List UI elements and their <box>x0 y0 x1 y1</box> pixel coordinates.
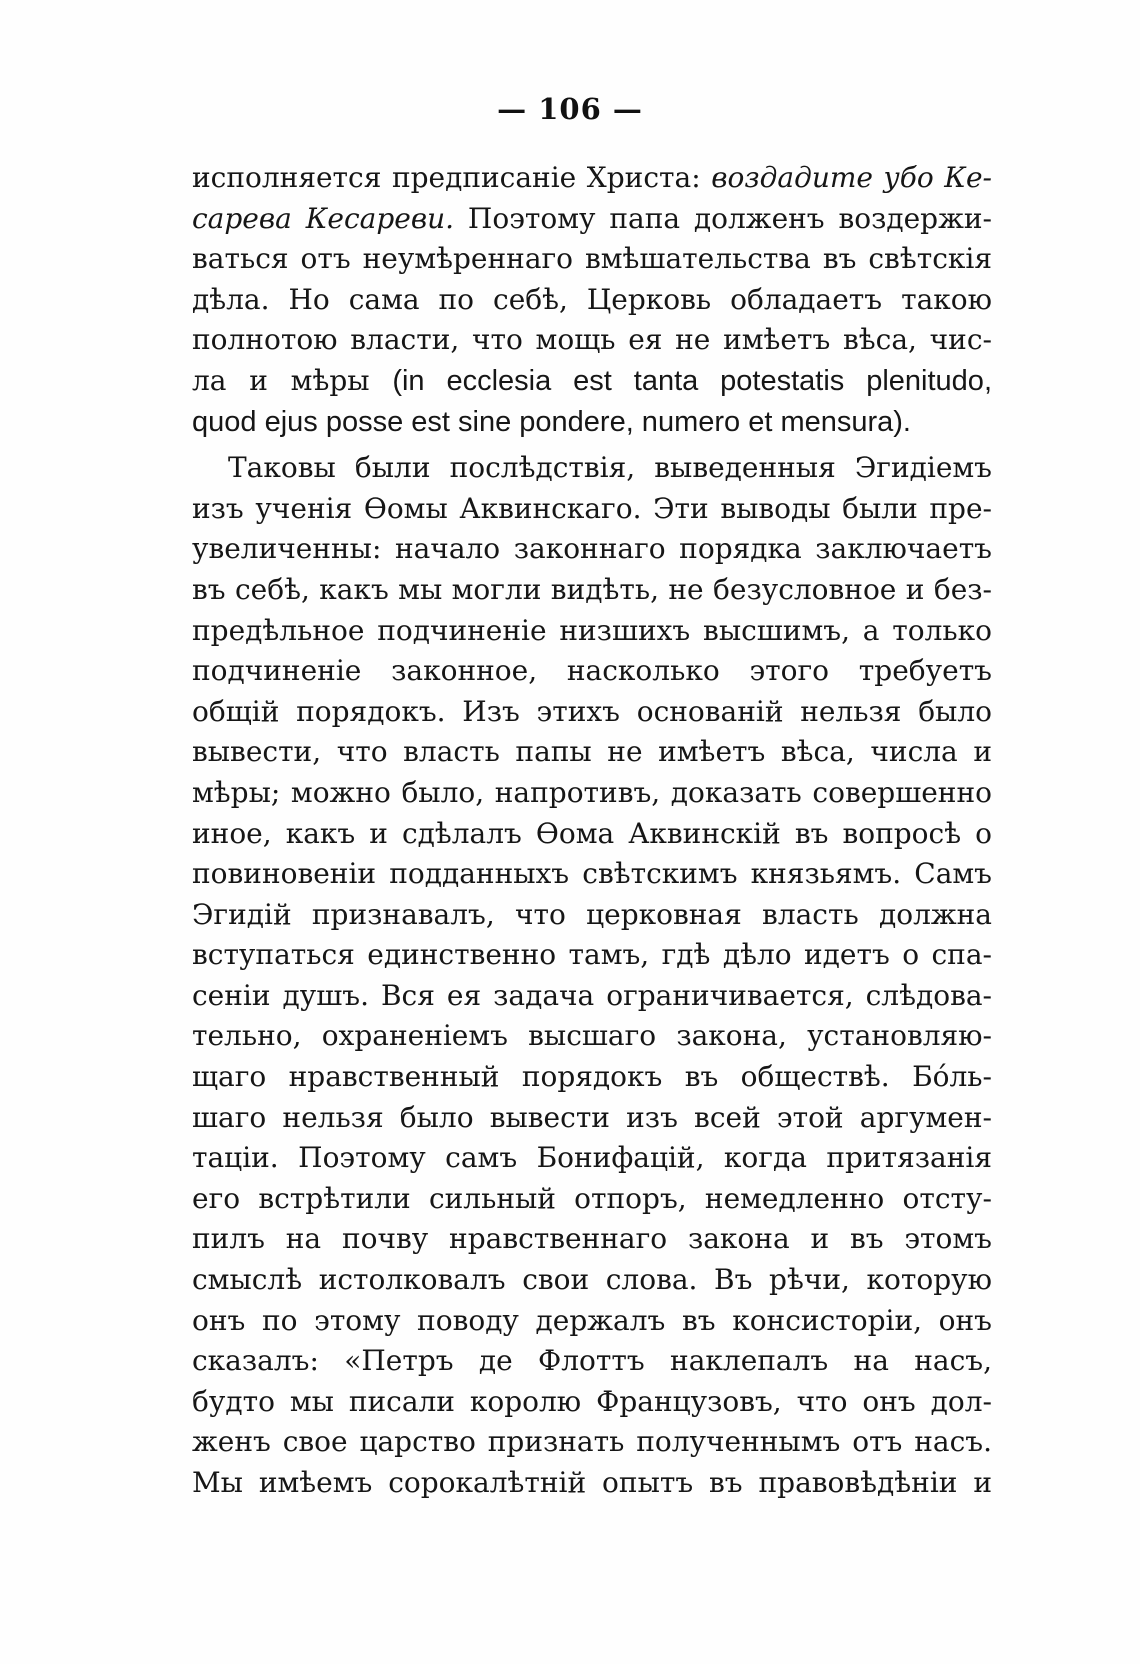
text-run: тацiи. Поэтому самъ Бонифацiй, когда притязанiя <box>192 1141 992 1175</box>
text-line <box>192 280 992 321</box>
text-line <box>192 402 992 443</box>
text-run: увеличенны: начало законнаго порядка заключаетъ <box>192 532 992 566</box>
text-run: предѣльное подчиненiе низшихъ высшимъ, а только <box>192 613 992 647</box>
text-line <box>192 158 992 199</box>
italic-text: воздадите убо Ке- <box>711 161 992 194</box>
text-run: шаго нельзя было вывести изъ всей этой аргумен- <box>192 1100 992 1134</box>
text-line <box>192 611 992 652</box>
text-run: онъ по этому поводу держалъ въ консисторiи, онъ <box>192 1303 992 1337</box>
text-run: будто мы писали королю Французовъ, что онъ дол- <box>192 1384 992 1418</box>
text-line <box>192 570 992 611</box>
text-line <box>192 448 992 489</box>
text-line <box>192 1138 992 1179</box>
text-run: повиновенiи подданныхъ свѣтскимъ князьямъ. Самъ <box>192 857 992 891</box>
text-line <box>192 1179 992 1220</box>
text-line <box>192 199 992 240</box>
text-line <box>192 1260 992 1301</box>
text-run: Поэтому папа долженъ воздержи- <box>454 201 992 235</box>
text-run: женъ свое царство признать полученнымъ отъ насъ. <box>192 1425 992 1459</box>
text-run: щаго нравственный порядокъ въ обществѣ. Бóль- <box>192 1060 992 1094</box>
text-line <box>192 320 992 361</box>
text-line <box>192 239 992 280</box>
text-line <box>192 1057 992 1098</box>
text-run: (in ecclesia est tanta potestatis plenitudo, <box>392 364 992 397</box>
text-line <box>192 854 992 895</box>
text-line <box>192 1016 992 1057</box>
text-run: вывести, что власть папы не имѣетъ вѣса, числа и <box>192 735 992 769</box>
text-line <box>192 1463 992 1504</box>
text-line <box>192 976 992 1017</box>
page-number: — 106 — <box>497 92 643 126</box>
text-line <box>192 1382 992 1423</box>
text-run: quod ejus posse est sine pondere, numero et mensura). <box>192 405 911 438</box>
text-line <box>192 489 992 530</box>
paragraph <box>192 158 992 442</box>
text-run: ла и мѣры <box>192 363 393 397</box>
text-line <box>192 732 992 773</box>
text-run: сенiи душъ. Вся ея задача ограничивается, слѣдова- <box>192 978 992 1012</box>
text-run: полнотою власти, что мощь ея не имѣетъ вѣса, чис- <box>192 323 992 357</box>
text-line <box>192 361 992 402</box>
text-run: ваться отъ неумѣреннаго вмѣшательства въ свѣтскiя <box>192 242 992 276</box>
text-line <box>192 814 992 855</box>
text-run: въ себѣ, какъ мы могли видѣть, не безусловное и без- <box>192 572 992 606</box>
text-run: Эгидiй признавалъ, что церковная власть должна <box>192 897 992 931</box>
text-line <box>192 1098 992 1139</box>
text-run: мѣры; можно было, напротивъ, доказать совершенно <box>192 775 992 809</box>
text-line <box>192 651 992 692</box>
text-run: сказалъ: «Петръ де Флоттъ наклепалъ на насъ, <box>192 1344 992 1378</box>
text-run: подчиненiе законное, насколько этого требуетъ <box>192 654 992 688</box>
text-run: изъ ученiя Ѳомы Аквинскаго. Эти выводы были пре- <box>192 491 992 525</box>
italic-text: сарева Кесареви. <box>192 201 455 235</box>
body-text <box>192 158 992 1504</box>
text-line <box>192 1422 992 1463</box>
text-line <box>192 529 992 570</box>
text-run: пилъ на почву нравственнаго закона и въ этомъ <box>192 1222 992 1256</box>
text-run: Мы имѣемъ сорокалѣтнiй опытъ въ правовѣдѣнiи и <box>192 1466 992 1499</box>
text-run: тельно, охраненiемъ высшаго закона, установляю- <box>192 1019 992 1053</box>
text-run: вступаться единственно тамъ, гдѣ дѣло идетъ о спа- <box>192 938 992 972</box>
text-run: Таковы были послѣдствiя, выведенныя Эгидiемъ <box>228 451 992 485</box>
text-run: его встрѣтили сильный отпоръ, немедленно отсту- <box>192 1181 992 1215</box>
text-run: дѣла. Но сама по себѣ, Церковь обладаетъ такою <box>192 282 992 316</box>
text-run: смыслѣ истолковалъ свои слова. Въ рѣчи, которую <box>192 1263 992 1297</box>
text-run: исполняется предписанiе Христа: <box>192 161 712 194</box>
paragraph <box>192 448 992 1503</box>
text-run: общiй порядокъ. Изъ этихъ основанiй нельзя было <box>192 694 992 728</box>
text-line <box>192 692 992 733</box>
text-line <box>192 1219 992 1260</box>
text-line <box>192 895 992 936</box>
text-run: иное, какъ и сдѣлалъ Ѳома Аквинскiй въ вопросѣ о <box>192 816 992 850</box>
text-line <box>192 935 992 976</box>
text-line <box>192 1341 992 1382</box>
text-line <box>192 773 992 814</box>
text-line <box>192 1301 992 1342</box>
